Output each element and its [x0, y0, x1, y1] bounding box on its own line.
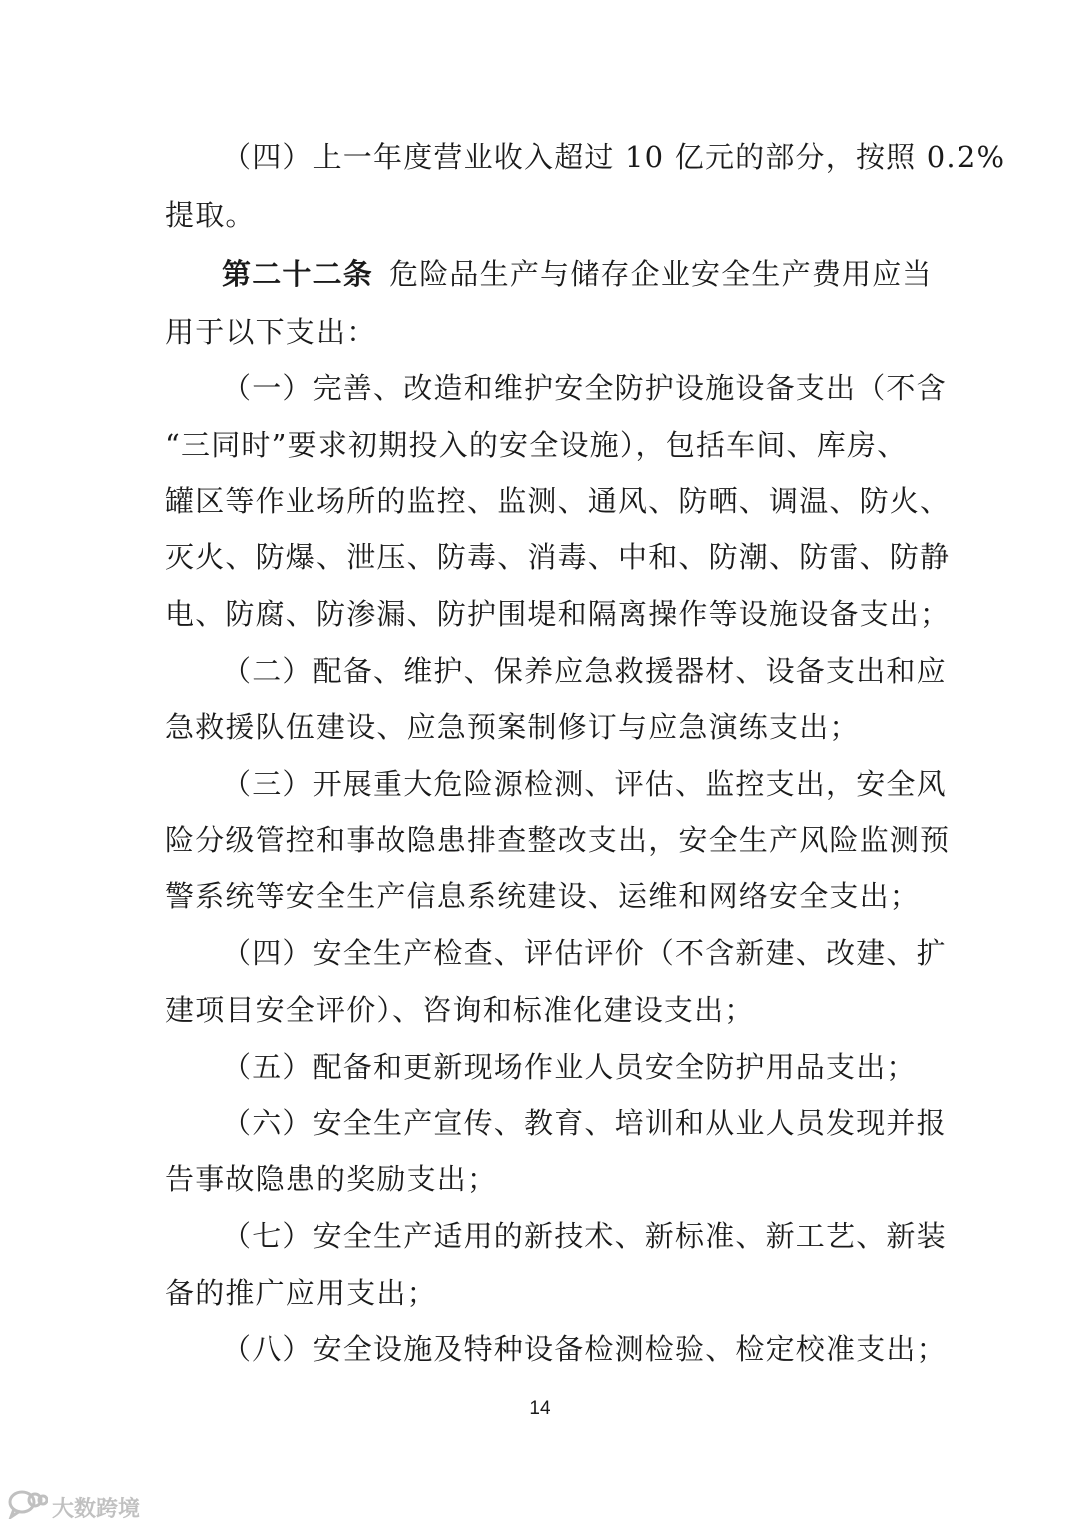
article-label: 第二十二条 [222, 257, 374, 291]
paragraph-line: （二）配备、维护、保养应急救援器材、设备支出和应 [222, 654, 947, 688]
paragraph-line: （四）上一年度营业收入超过 10 亿元的部分，按照 0.2% [222, 140, 1006, 174]
paragraph-line: 急救援队伍建设、应急预案制修订与应急演练支出； [165, 710, 860, 744]
article-text: 危险品生产与储存企业安全生产费用应当 [389, 257, 933, 291]
paragraph-line: （三）开展重大危险源检测、评估、监控支出，安全风 [222, 767, 947, 801]
paragraph-line: （四）安全生产检查、评估评价（不含新建、改建、扩 [222, 936, 947, 970]
paragraph-line: （六）安全生产宣传、教育、培训和从业人员发现并报 [222, 1106, 947, 1140]
article-heading-line [222, 254, 933, 294]
paragraph-line: 备的推广应用支出； [165, 1276, 437, 1310]
paragraph-line: （五）配备和更新现场作业人员安全防护用品支出； [222, 1050, 917, 1084]
paragraph-line: 灭火、防爆、泄压、防毒、消毒、中和、防潮、防雷、防静 [165, 540, 951, 574]
paragraph-line: 险分级管控和事故隐患排查整改支出，安全生产风险监测预 [165, 823, 951, 857]
paragraph-line: 告事故隐患的奖励支出； [165, 1162, 498, 1196]
paragraph-line: 提取。 [165, 198, 256, 232]
paragraph-line: （八）安全设施及特种设备检测检验、检定校准支出； [222, 1332, 947, 1366]
watermark-text: 大数跨境 [52, 1496, 141, 1522]
chat-bubble-logo-icon [8, 1489, 48, 1525]
paragraph-line: 建项目安全评价）、咨询和标准化建设支出； [165, 993, 755, 1027]
paragraph-line: 警系统等安全生产信息系统建设、运维和网络安全支出； [165, 879, 921, 913]
page-number: 14 [529, 1398, 551, 1419]
paragraph-line: （一）完善、改造和维护安全防护设施设备支出（不含 [222, 371, 947, 405]
paragraph-line: （七）安全生产适用的新技术、新标准、新工艺、新装 [222, 1219, 947, 1253]
paragraph-line: 用于以下支出： [165, 315, 377, 349]
watermark [8, 1489, 140, 1525]
paragraph-line: 电、防腐、防渗漏、防护围堤和隔离操作等设施设备支出； [165, 597, 951, 631]
paragraph-line: “三同时”要求初期投入的安全设施），包括车间、库房、 [165, 428, 908, 462]
paragraph-line: 罐区等作业场所的监控、监测、通风、防晒、调温、防火、 [165, 484, 951, 518]
